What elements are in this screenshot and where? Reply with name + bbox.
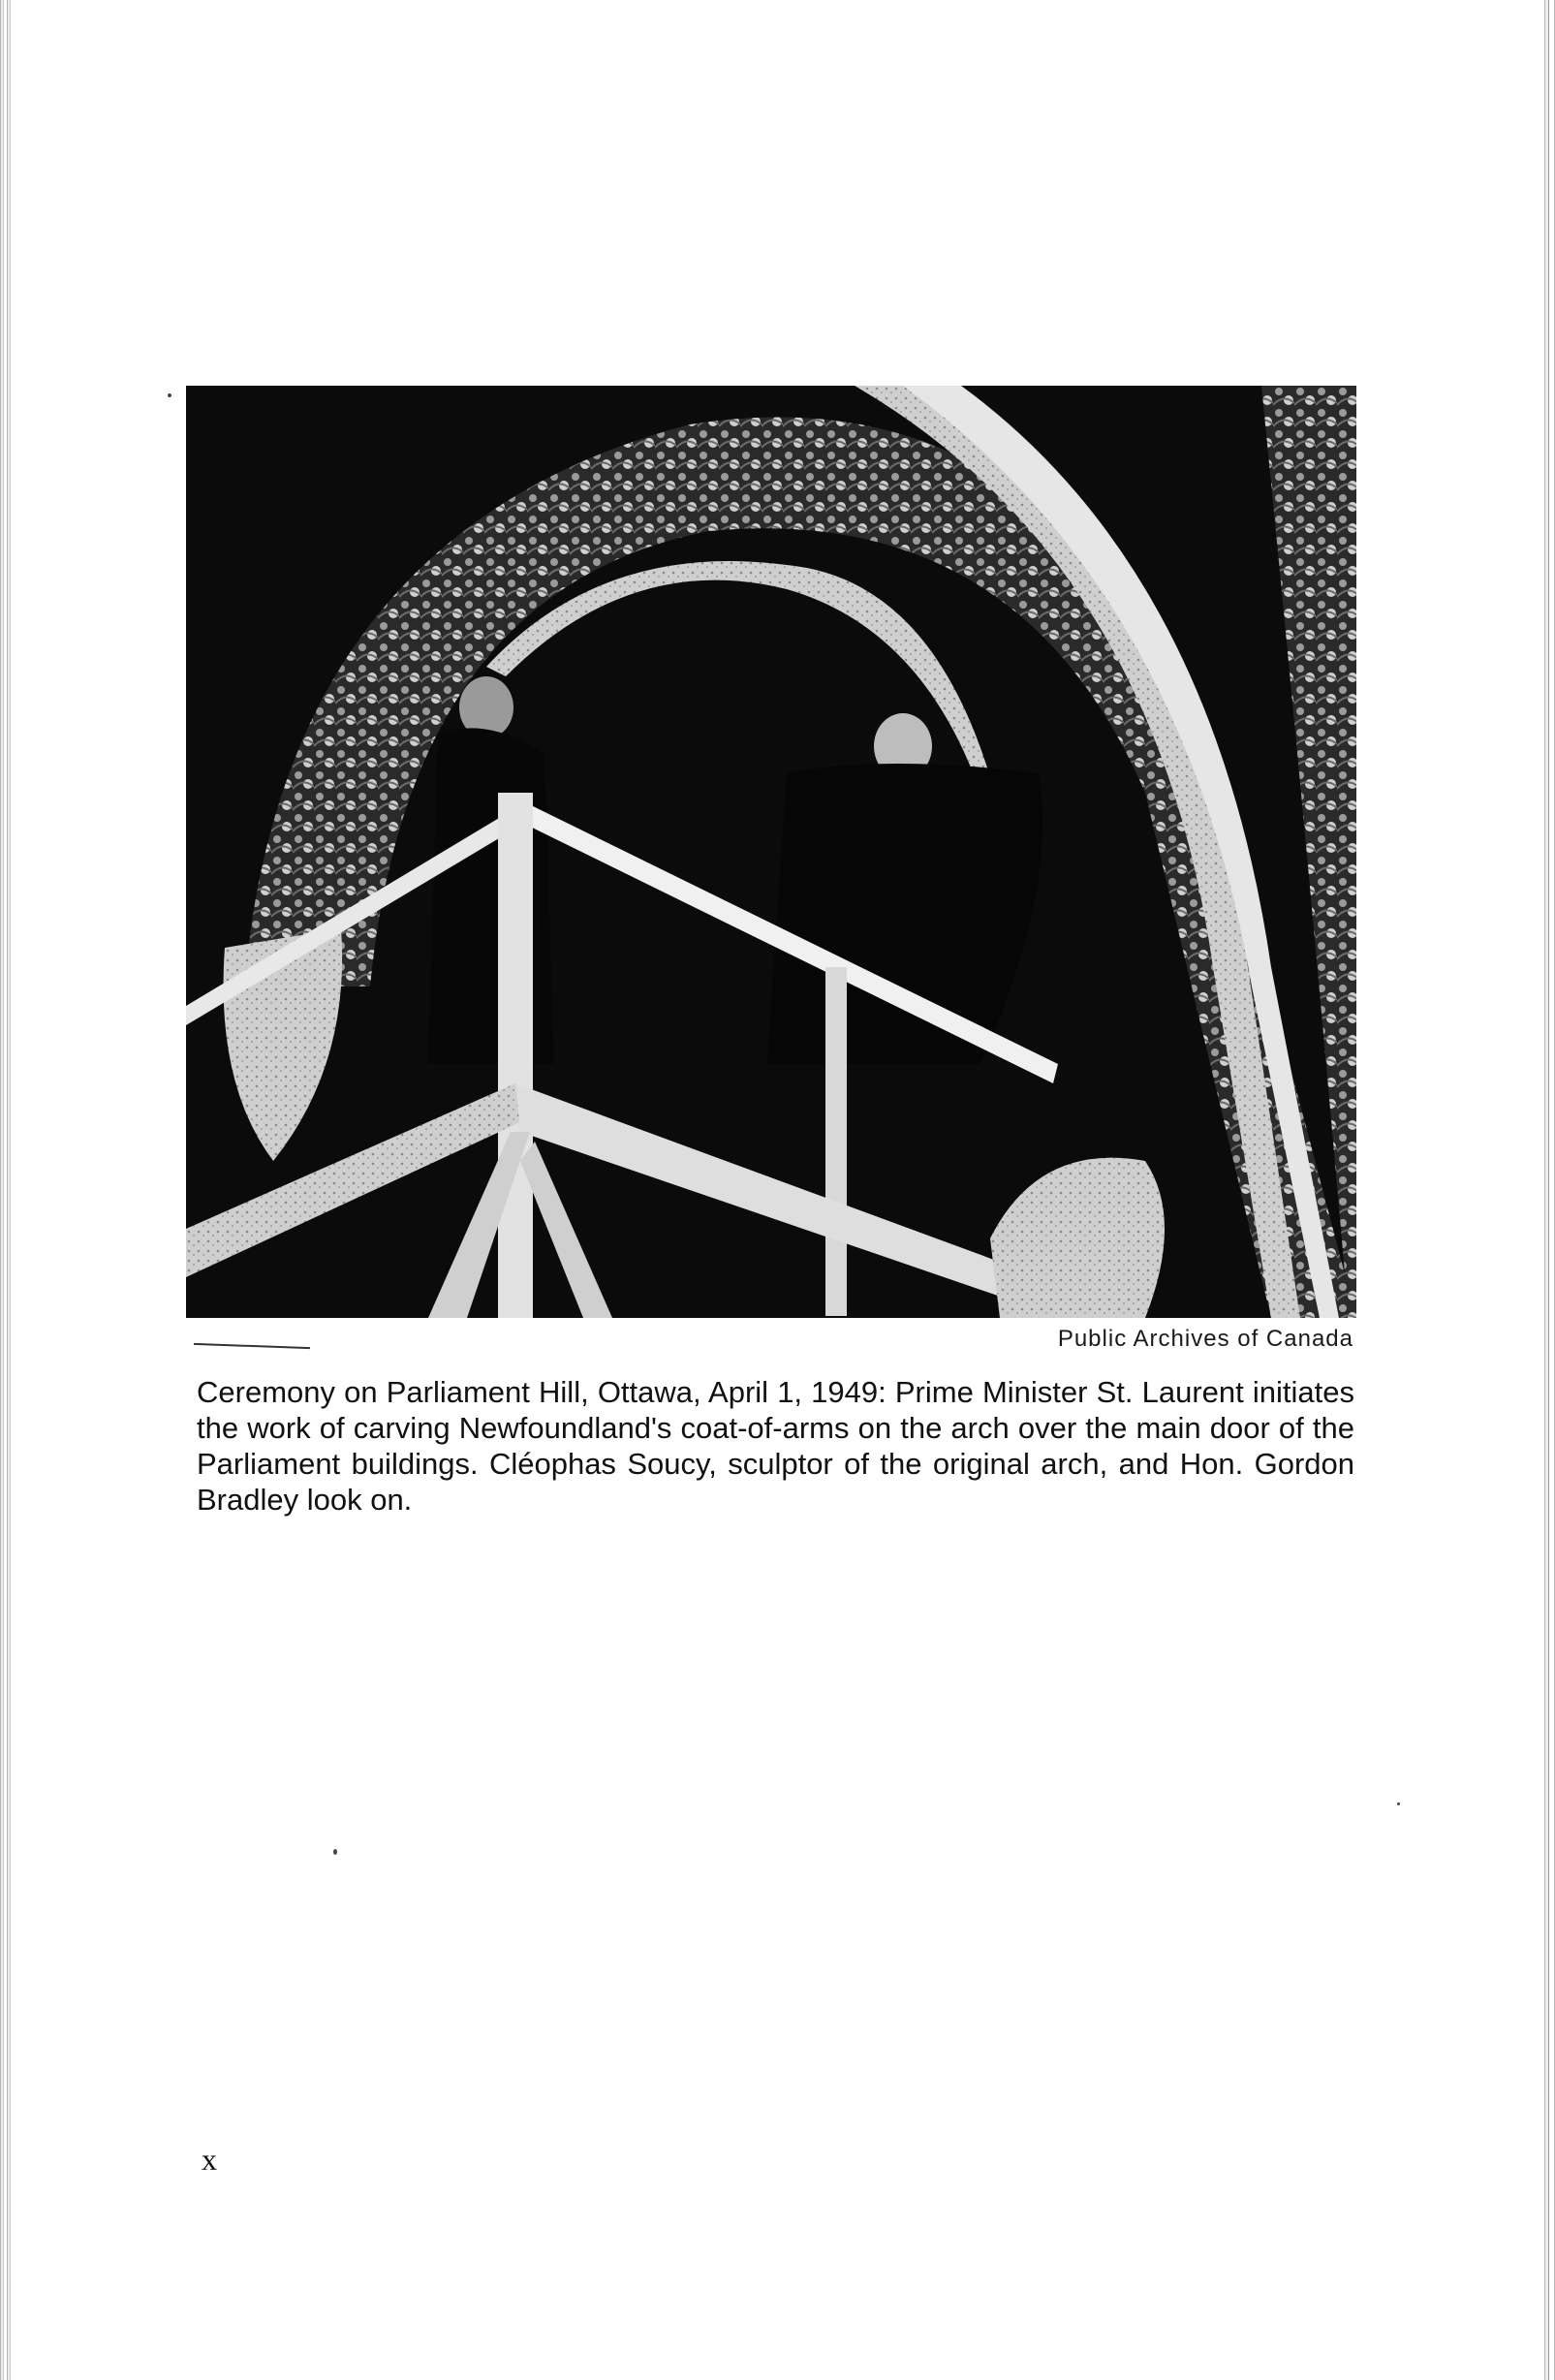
scan-speck <box>1397 1802 1400 1805</box>
photo-caption: Ceremony on Parliament Hill, Ottawa, April 1, 1949: Prime Minister St. Laurent initiates the work of carving Newfoundland's coat-of-arms on the arch over the main door of the Parliament buildings. Cléophas Soucy, sculptor of the original arch, and Hon. Gordon Bradley look on. <box>197 1375 1354 1517</box>
page-edge-right <box>1539 0 1555 2380</box>
archival-photograph <box>186 386 1356 1318</box>
page-edge-left <box>0 0 14 2380</box>
page-number: x <box>202 2142 217 2176</box>
scan-speck <box>333 1849 337 1855</box>
scan-speck <box>168 393 171 397</box>
credit-rule <box>194 1343 310 1349</box>
photo-credit: Public Archives of Canada <box>1057 1326 1353 1352</box>
